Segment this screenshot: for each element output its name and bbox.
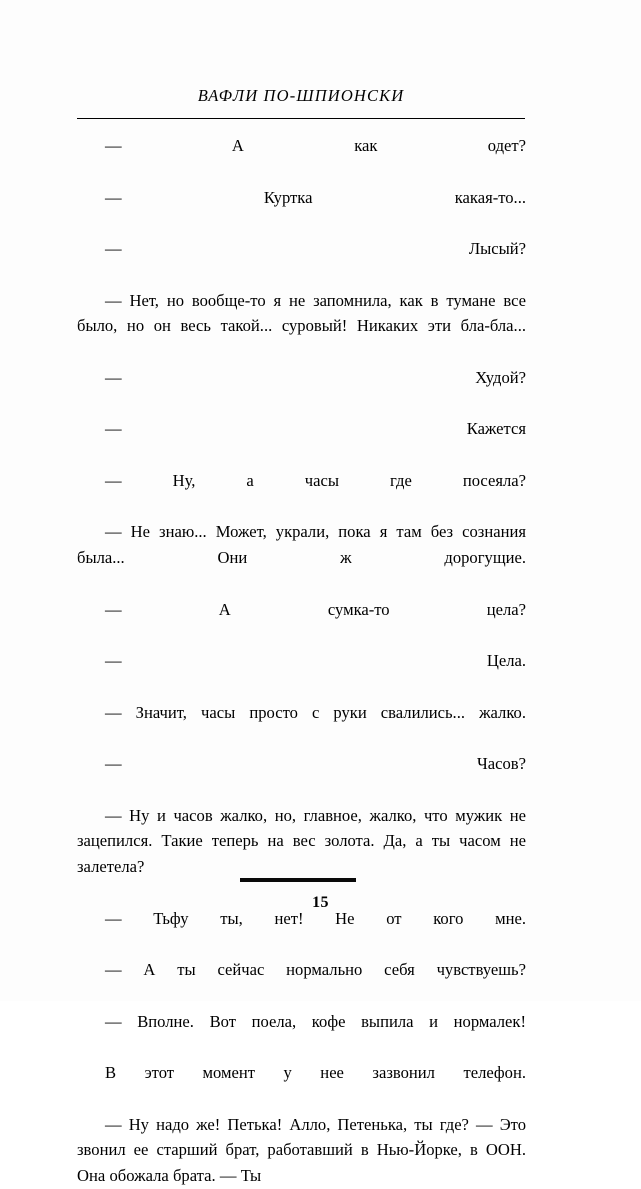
paragraph: — Кажется [105, 419, 526, 439]
paragraph: — Вполне. Вот поела, кофе выпила и нормалек! [105, 1011, 526, 1031]
paragraph: — Худой? [105, 367, 526, 387]
paragraph: — Куртка какая-то... [105, 187, 526, 207]
paragraph: — Часов? [105, 754, 526, 773]
paragraph: — Цела. [105, 651, 526, 670]
header-divider-rule [77, 118, 525, 119]
paragraph: — Ну, а часы где посеяла? [105, 470, 526, 490]
page-number: 15 [312, 894, 329, 911]
footer-ornament-rule [240, 878, 356, 882]
paragraph: — А сумка-то цела? [105, 599, 526, 619]
paragraph: — Тьфу ты, нет! Не от кого мне. [105, 908, 526, 928]
paragraph: — Лысый? [105, 239, 526, 258]
paragraph: — А ты сейчас нормально себя чувствуешь? [105, 960, 526, 979]
paragraph: — Ну и часов жалко, но, главное, жалко, что мужик не зацепился. Такие теперь на вес золота. Да, а ты часом не залетела? [77, 805, 526, 876]
body-text-column [77, 133, 526, 1189]
paragraph: — Не знаю... Может, украли, пока я там без сознания была... Они ж дорогущие. [77, 522, 526, 567]
paragraph: — Значит, часы просто с руки свалились... жалко. [105, 702, 526, 722]
paragraph: — Нет, но вообще-то я не запомнила, как в тумане все было, но он весь такой... суровый! Никаких эти бла-бла... [77, 290, 526, 336]
running-head: ВАФЛИ ПО-ШПИОНСКИ [197, 86, 405, 105]
paragraph: В этот момент у нее зазвонил телефон. [105, 1063, 526, 1082]
paragraph: — А как одет? [105, 136, 526, 155]
paragraph: — Ну надо же! Петька! Алло, Петенька, ты где? — Это звонил ее старший брат, работавший в Нью-Йорке, в ООН. Она обожала брата. — Ты [77, 1114, 526, 1185]
